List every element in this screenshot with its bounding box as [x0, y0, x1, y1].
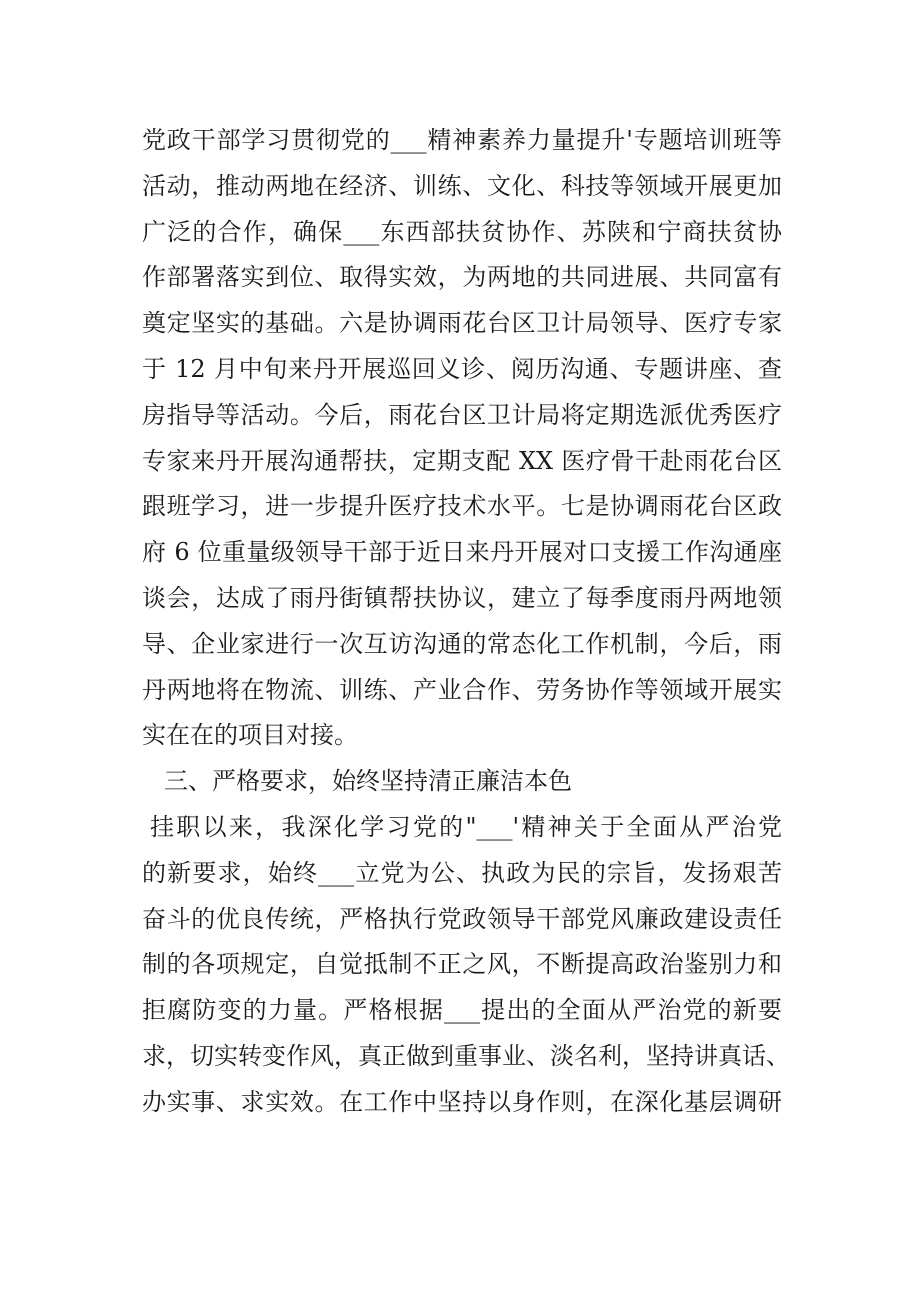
- text-line: 拒腐防变的力量。严格根据___提出的全面从严治党的新要: [142, 996, 782, 1025]
- text-line: 于 12 月中旬来丹开展巡回义诊、阅历沟通、专题讲座、查: [142, 354, 782, 383]
- text-line: 活动，推动两地在经济、训练、文化、科技等领域开展更加: [142, 171, 782, 200]
- text-line: 奠定坚实的基础。六是协调雨花台区卫计局领导、医疗专家: [142, 309, 782, 338]
- section-heading: 三、严格要求，始终坚持清正廉洁本色: [164, 767, 572, 796]
- text-line: 专家来丹开展沟通帮扶，定期支配 XX 医疗骨干赴雨花台区: [142, 446, 782, 475]
- paragraph-end-line: 实在在的项目对接。: [142, 721, 358, 750]
- text-line: 广泛的合作，确保___东西部扶贫协作、苏陕和宁商扶贫协: [142, 217, 782, 246]
- text-line: 导、企业家进行一次互访沟通的常态化工作机制，今后，雨: [142, 629, 782, 658]
- text-line: 府 6 位重量级领导干部于近日来丹开展对口支援工作沟通座: [142, 538, 782, 567]
- text-line: 办实事、求实效。在工作中坚持以身作则，在深化基层调研: [142, 1087, 782, 1116]
- text-line: 奋斗的优良传统，严格执行党政领导干部党风廉政建设责任: [142, 904, 782, 933]
- text-line: 作部署落实到位、取得实效，为两地的共同进展、共同富有: [142, 263, 782, 292]
- text-line: 房指导等活动。今后，雨花台区卫计局将定期选派优秀医疗: [142, 400, 782, 429]
- paragraph-first-line: 挂职以来，我深化学习党的"___'精神关于全面从严治党: [150, 812, 782, 841]
- text-line: 制的各项规定，自觉抵制不正之风，不断提高政治鉴别力和: [142, 950, 782, 979]
- text-line: 谈会，达成了雨丹街镇帮扶协议，建立了每季度雨丹两地领: [142, 583, 782, 612]
- text-line: 丹两地将在物流、训练、产业合作、劳务协作等领域开展实: [142, 675, 782, 704]
- text-line: 党政干部学习贯彻党的___精神素养力量提升'专题培训班等: [142, 126, 782, 154]
- text-line: 的新要求，始终___立党为公、执政为民的宗旨，发扬艰苦: [142, 858, 782, 887]
- text-line: 跟班学习，进一步提升医疗技术水平。七是协调雨花台区政: [142, 492, 782, 521]
- text-line: 求，切实转变作风，真正做到重事业、淡名利，坚持讲真话、: [142, 1041, 790, 1070]
- document-body: [142, 118, 790, 1126]
